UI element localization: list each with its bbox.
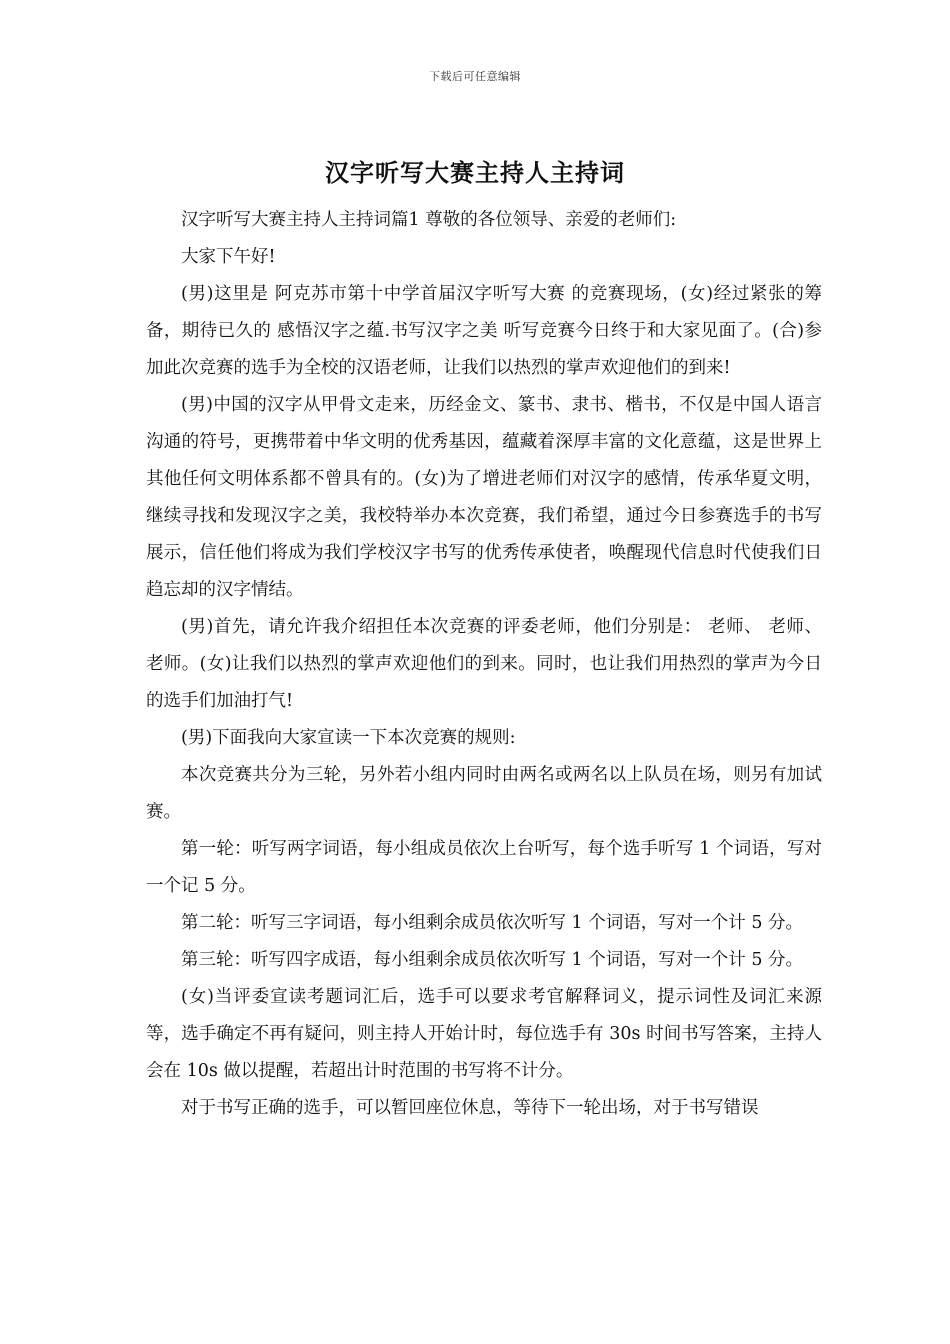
paragraph: (男)下面我向大家宣读一下本次竞赛的规则: [181, 728, 516, 748]
paragraph: (男)这里是 阿克苏市第十中学首届汉字听写大赛 的竞赛现场，(女)经过紧张的筹备，期待已久的 感悟汉字之蕴.书写汉字之美 听写竞赛今日终于和大家见面了。(合)参加此次竞赛的选手为全校的汉语老师，让我们以热烈的掌声欢迎他们的到来! [146, 284, 822, 378]
header-note: 下载后可任意编辑 [429, 70, 521, 83]
document-title: 汉字听写大赛主持人主持词 [325, 158, 625, 187]
paragraph: (女)当评委宣读考题词汇后，选手可以要求考官解释词义，提示词性及词汇来源等，选手确定不再有疑问，则主持人开始计时，每位选手有 30s 时间书写答案，主持人会在 10s 做以提醒，若超出计时范围的书写将不计分。 [146, 987, 822, 1081]
paragraph: 第二轮：听写三字词语，每小组剩余成员依次听写 1 个词语，写对一个计 5 分。 [181, 913, 804, 933]
paragraph: (男)中国的汉字从甲骨文走来，历经金文、篆书、隶书、楷书，不仅是中国人语言沟通的符号，更携带着中华文明的优秀基因，蕴藏着深厚丰富的文化意蕴，这是世界上其他任何文明体系都不曾具有的。(女)为了增进老师们对汉字的感情，传承华夏文明，继续寻找和发现汉字之美，我校特举办本次竞赛，我们希望，通过今日参赛选手的书写展示，信任他们将成为我们学校汉字书写的优秀传承使者，唤醒现代信息时代使我们日趋忘却的汉字情结。 [146, 395, 822, 600]
document-body [146, 202, 822, 1127]
paragraph: 第三轮：听写四字成语，每小组剩余成员依次听写 1 个词语，写对一个计 5 分。 [181, 950, 804, 970]
paragraph: 对于书写正确的选手，可以暂回座位休息，等待下一轮出场，对于书写错误 [181, 1098, 759, 1118]
paragraph: (男)首先，请允许我介绍担任本次竞赛的评委老师，他们分别是： 老师、 老师、 老师。(女)让我们以热烈的掌声欢迎他们的到来。同时，也让我们用热烈的掌声为今日的选手们加油打气! [146, 617, 822, 711]
paragraph: 本次竞赛共分为三轮，另外若小组内同时由两名或两名以上队员在场，则另有加试赛。 [146, 765, 822, 822]
paragraph: 第一轮：听写两字词语，每小组成员依次上台听写，每个选手听写 1 个词语，写对一个记 5 分。 [146, 839, 822, 896]
paragraph: 大家下午好! [181, 247, 276, 267]
paragraph: 汉字听写大赛主持人主持词篇1 尊敬的各位领导、亲爱的老师们: [181, 210, 677, 230]
